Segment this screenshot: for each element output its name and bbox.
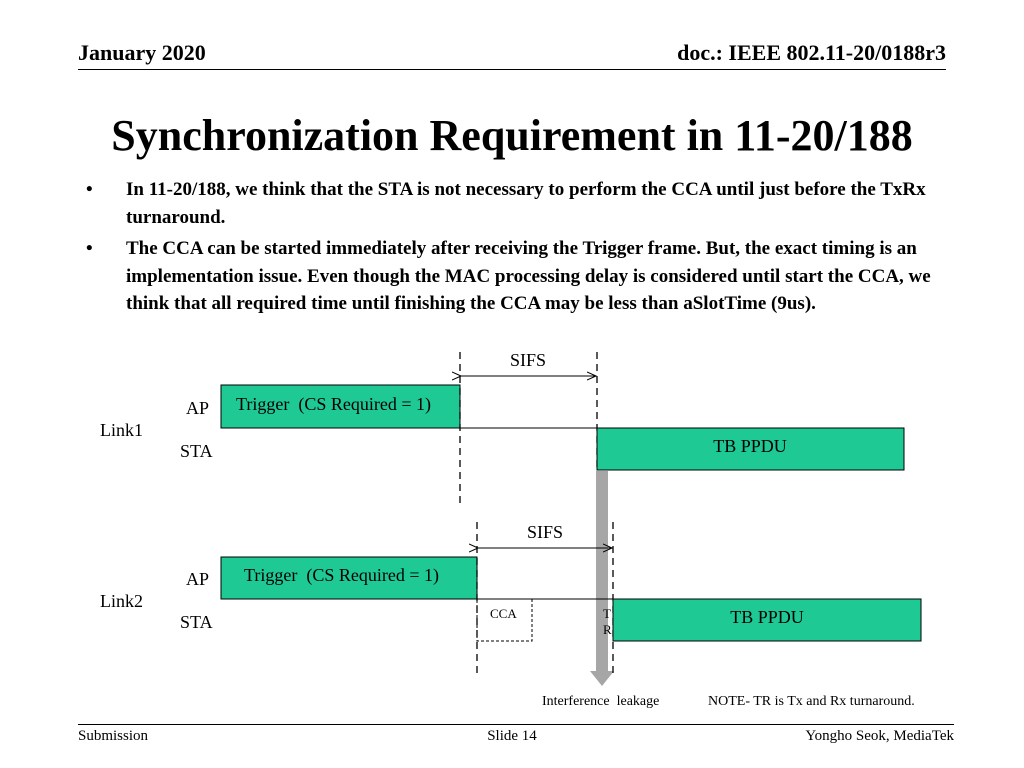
link2-tr-label-t: T <box>603 606 611 621</box>
interference-arrow-shaft <box>596 471 608 671</box>
timing-diagram <box>0 340 1024 720</box>
link2-tb-ppdu-text: TB PPDU <box>730 607 804 627</box>
bullet-marker: • <box>86 238 93 259</box>
bullet-item <box>86 235 946 318</box>
link1-trigger-text: Trigger (CS Required = 1) <box>236 394 431 414</box>
link1-tb-ppdu-text: TB PPDU <box>713 436 787 456</box>
link1-ap-label: AP <box>186 398 210 418</box>
header-doc-id: doc.: IEEE 802.11-20/0188r3 <box>677 40 946 65</box>
header-date: January 2020 <box>78 40 206 65</box>
bullet-marker: • <box>86 179 93 200</box>
link2-sifs-label: SIFS <box>526 522 564 542</box>
link2-sta-label: STA <box>180 612 213 632</box>
link2-ap-label: AP <box>186 569 210 589</box>
footer-slide-number: Slide 14 <box>487 728 537 744</box>
link1-label: Link1 <box>100 420 143 440</box>
bullet-list <box>86 176 946 322</box>
link2-trigger-text: Trigger (CS Required = 1) <box>244 565 439 585</box>
link1-sta-label: STA <box>180 441 213 461</box>
footer-author: Yongho Seok, MediaTek <box>805 728 954 744</box>
bullet-text: In 11-20/188, we think that the STA is not necessary to perform the CCA until just before the TxRx turnaround. <box>126 179 926 228</box>
turnaround-note: NOTE- TR is Tx and Rx turnaround. <box>708 694 915 709</box>
link1-sifs-label: SIFS <box>509 350 547 370</box>
footer-submission: Submission <box>78 728 149 744</box>
bullet-text: The CCA can be started immediately after receiving the Trigger frame. But, the exact timing is an implementation issue. Even though the MAC processing delay is considered until start the CCA, we think that all required time until finishing the CCA may be less than aSlotTime (9us). <box>126 238 931 314</box>
link2-label: Link2 <box>100 591 143 611</box>
slide-title: Synchronization Requirement in 11-20/188 <box>111 111 913 160</box>
interference-leakage-label: Interference leakage <box>542 694 660 709</box>
bullet-item <box>86 176 946 231</box>
footer-divider <box>78 724 954 725</box>
link2-tr-label-r: R <box>603 622 612 637</box>
interference-arrow-head <box>590 671 614 686</box>
header-divider <box>78 69 946 70</box>
link2-cca-label: CCA <box>490 606 517 621</box>
